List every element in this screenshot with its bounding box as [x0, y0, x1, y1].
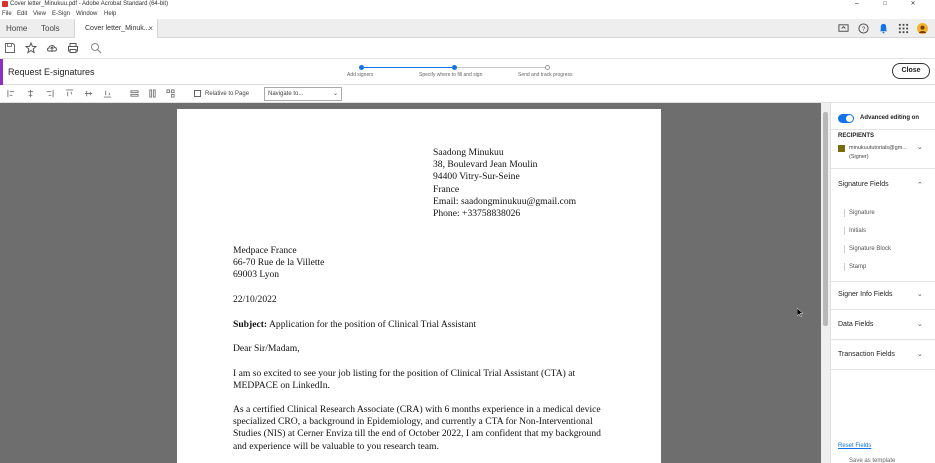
divider	[831, 309, 935, 310]
avatar[interactable]	[917, 23, 928, 34]
menu-help[interactable]: Help	[104, 11, 117, 17]
esign-header	[0, 59, 935, 85]
recipients-heading: RECIPIENTS	[838, 133, 875, 139]
tab-tools[interactable]: Tools	[41, 24, 60, 33]
save-as-template[interactable]: Save as template	[849, 458, 896, 463]
divider	[831, 369, 935, 370]
paragraph-line: As a certified Clinical Research Associate (CRA) with 6 months experience in a medical device	[233, 404, 601, 415]
esign-title: Request E-signatures	[8, 67, 95, 77]
field-marker	[844, 209, 845, 217]
recipient-address	[233, 245, 324, 282]
print-icon[interactable]	[67, 42, 79, 54]
recipient-line: 66-70 Rue de la Villette	[233, 257, 325, 269]
field-marker	[844, 245, 845, 253]
save-icon[interactable]	[4, 42, 16, 54]
advanced-editing-toggle[interactable]	[838, 114, 854, 123]
relative-to-page-checkbox[interactable]	[194, 90, 201, 97]
sender-line: Saadong Minukuu	[433, 147, 504, 158]
subject-text: Application for the position of Clinical Trial Assistant	[267, 319, 477, 330]
minimize-button[interactable]: –	[855, 0, 859, 7]
step-1-label[interactable]: Add signers	[347, 72, 374, 78]
sender-line: Phone: +33758838026	[433, 208, 521, 220]
quick-tools-bar	[0, 38, 935, 59]
recipient-line: Medpace France	[233, 245, 297, 256]
tab-document-label: Cover letter_Minuk...	[85, 25, 150, 32]
step-3-label[interactable]: Send and track progress	[518, 72, 573, 78]
esign-right-panel	[830, 103, 935, 463]
letter-salutation: Dear Sir/Madam,	[233, 343, 300, 354]
vertical-scrollbar[interactable]	[821, 103, 830, 463]
sender-line: 94400 Vitry-Sur-Seine	[433, 171, 520, 183]
step-3-dot	[545, 65, 550, 70]
recipient-role: (Signer)	[849, 154, 869, 160]
signature-fields-header[interactable]: Signature Fields	[838, 181, 889, 188]
field-signature-block[interactable]: Signature Block	[849, 246, 892, 252]
sender-line: Email: saadongminukuu@gmail.com	[433, 195, 577, 207]
chevron-down-icon[interactable]: ⌄	[917, 351, 923, 358]
acrobat-logo-icon	[2, 1, 8, 7]
relative-to-page-label: Relative to Page	[205, 91, 250, 97]
align-middle-icon[interactable]	[84, 89, 93, 98]
chevron-down-icon: ⌄	[332, 91, 338, 97]
step-2-label[interactable]: Specify where to fill and sign	[419, 72, 483, 78]
paragraph-line: and experience will be valuable to you research team.	[233, 440, 439, 452]
window-title: Cover letter_Minukuu.pdf - Adobe Acrobat Standard (64-bit)	[10, 1, 169, 7]
field-signature[interactable]: Signature	[849, 210, 875, 216]
search-icon[interactable]	[90, 42, 102, 54]
recipient-line: 69003 Lyon	[233, 269, 280, 281]
paragraph-line: specialized CRO, a background in Epidemiology, and currently a CTA for Non-Interventional	[233, 416, 593, 428]
menu-window[interactable]: Window	[76, 11, 98, 17]
reset-fields-link[interactable]: Reset Fields	[838, 443, 872, 449]
field-marker	[844, 227, 845, 235]
align-bottom-icon[interactable]	[103, 89, 112, 98]
menu-file[interactable]: File	[2, 11, 12, 17]
field-stamp[interactable]: Stamp	[849, 264, 867, 270]
step-2-dot	[452, 65, 457, 70]
recipient-color-swatch	[838, 145, 845, 152]
tab-bar	[0, 19, 935, 38]
notification-icon[interactable]	[878, 23, 889, 34]
close-tab-icon[interactable]: ×	[148, 24, 153, 33]
pdf-page[interactable]	[177, 109, 661, 463]
align-right-icon[interactable]	[45, 89, 54, 98]
advanced-editing-label: Advanced editing on	[860, 115, 920, 121]
match-height-icon[interactable]	[148, 89, 157, 98]
align-toolbar	[0, 85, 935, 103]
close-window-button[interactable]: ✕	[910, 1, 916, 7]
match-size-icon[interactable]	[166, 89, 175, 98]
menu-esign[interactable]: E-Sign	[52, 11, 71, 17]
step-1-dot	[359, 65, 364, 70]
upload-icon[interactable]	[46, 42, 58, 54]
divider	[831, 129, 935, 130]
chevron-down-icon[interactable]: ⌄	[917, 291, 923, 298]
letter-subject	[233, 319, 476, 331]
star-icon[interactable]	[25, 42, 37, 54]
title-bar	[0, 0, 935, 9]
navigate-to-value: Navigate to...	[268, 91, 304, 97]
letter-paragraph-1	[233, 368, 607, 392]
data-fields-header[interactable]: Data Fields	[838, 321, 874, 328]
sender-line: 38, Boulevard Jean Moulin	[433, 159, 538, 171]
recipient-email[interactable]: minukuututorials@gm...	[849, 145, 907, 151]
share-screen-icon[interactable]	[838, 23, 849, 34]
align-top-icon[interactable]	[65, 89, 74, 98]
document-canvas[interactable]	[0, 103, 821, 463]
sender-address	[433, 147, 576, 220]
align-center-icon[interactable]	[26, 89, 35, 98]
mouse-cursor-icon	[797, 308, 803, 317]
menu-bar	[0, 9, 935, 19]
chevron-up-icon[interactable]: ⌃	[917, 182, 923, 189]
transaction-fields-header[interactable]: Transaction Fields	[838, 351, 895, 358]
scrollbar-thumb[interactable]	[823, 112, 828, 326]
divider	[831, 339, 935, 340]
field-marker	[844, 263, 845, 271]
chevron-down-icon[interactable]: ⌄	[917, 321, 923, 328]
svg-text:?: ?	[861, 25, 866, 33]
sender-line: France	[433, 183, 460, 195]
chevron-down-icon[interactable]: ⌄	[917, 144, 923, 151]
paragraph-line: I am so excited to see your job listing for the position of Clinical Trial Assistant (CTA) at	[233, 368, 576, 379]
match-width-icon[interactable]	[130, 89, 139, 98]
letter-paragraph-2	[233, 404, 607, 453]
divider	[831, 281, 935, 282]
paragraph-line: Studies (NIS) at Cerner Enviza till the end of October 2022, I am confident that my background	[233, 428, 601, 440]
field-initials[interactable]: Initials	[849, 228, 867, 234]
align-left-icon[interactable]	[7, 89, 16, 98]
close-button[interactable]: Close	[892, 63, 930, 79]
tab-document[interactable]	[74, 19, 158, 38]
tab-home[interactable]: Home	[6, 24, 28, 33]
help-icon[interactable]	[858, 23, 869, 34]
progress-line-pending	[455, 67, 548, 68]
subject-label: Subject:	[233, 319, 268, 330]
signer-info-fields-header[interactable]: Signer Info Fields	[838, 291, 893, 298]
paragraph-line: MEDPACE on LinkedIn.	[233, 380, 330, 392]
letter-date: 22/10/2022	[233, 294, 277, 305]
navigate-to-select[interactable]	[264, 87, 342, 101]
menu-view[interactable]: View	[33, 11, 46, 17]
esign-accent-bar	[0, 59, 3, 85]
progress-line-done	[362, 67, 455, 68]
divider	[831, 168, 935, 169]
toggle-knob	[846, 115, 853, 122]
maximize-button[interactable]: □	[883, 1, 887, 7]
apps-grid-icon[interactable]	[898, 23, 909, 34]
menu-edit[interactable]: Edit	[17, 11, 28, 17]
